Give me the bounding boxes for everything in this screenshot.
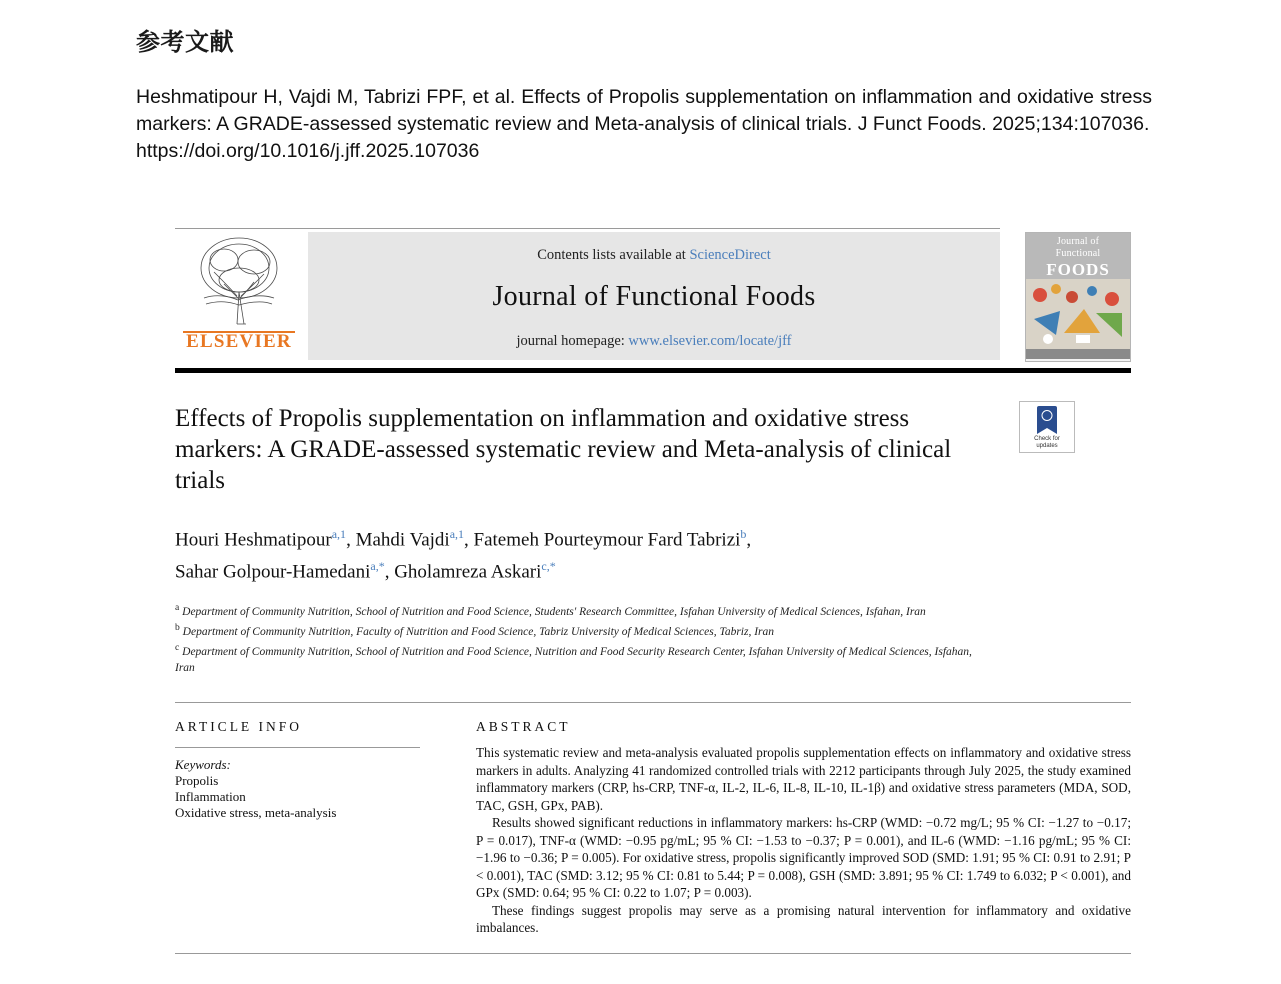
author-5-affil: c,* [541, 559, 556, 574]
article-info-column [175, 719, 443, 937]
affiliation-marker: c [175, 642, 180, 654]
cover-artwork-graphic [1026, 279, 1130, 349]
cover-line2: Functional [1055, 248, 1101, 259]
affiliation-item [175, 600, 990, 620]
crossmark-label [1020, 436, 1074, 450]
elsevier-wordmark: ELSEVIER [186, 331, 292, 352]
contents-prefix: Contents lists available at [537, 247, 690, 263]
cover-line1: Journal of [1056, 236, 1100, 247]
page-title: 参考文献 [136, 29, 234, 56]
masthead-top-rule [175, 228, 1000, 229]
sciencedirect-link[interactable]: ScienceDirect [689, 247, 771, 263]
crossmark-line1: Check for [1034, 436, 1060, 442]
cover-footer-band [1026, 349, 1130, 359]
article-preview [175, 228, 1131, 954]
affiliation-marker: b [175, 621, 180, 633]
abstract-heading: ABSTRACT [476, 719, 571, 735]
affiliation-marker: a [175, 601, 180, 613]
affiliation-text: Department of Community Nutrition, School of Nutrition and Food Science, Nutrition and Food Security Research Center, Isfahan University of Medical Sciences, Isfahan, Iran [175, 646, 972, 674]
journal-homepage-line [308, 333, 1000, 350]
author-1: Houri Heshmatipour [175, 529, 332, 551]
affiliation-text: Department of Community Nutrition, Faculty of Nutrition and Food Science, Tabriz University of Medical Sciences, Tabriz, Iran [179, 625, 775, 638]
article-title: Effects of Propolis supplementation on inflammation and oxidative stress markers: A GRADE-assessed systematic review and Meta-analysis of clinical trials [175, 405, 952, 494]
author-2-affil: a,1 [449, 527, 465, 541]
affiliation-item [175, 640, 990, 676]
article-info-heading: ARTICLE INFO [175, 719, 303, 735]
author-2: , Mahdi Vajdi [346, 529, 450, 551]
keyword-item: Oxidative stress, meta-analysis [175, 805, 337, 821]
crossmark-icon [1037, 406, 1057, 428]
citation-doi[interactable]: https://doi.org/10.1016/j.jff.2025.107036 [136, 140, 480, 162]
author-1-affil: a,1 [331, 527, 347, 541]
cover-line3: FOODS [1046, 260, 1110, 279]
crossmark-line2: updates [1036, 443, 1058, 449]
journal-cover-thumbnail [1025, 232, 1131, 362]
keyword-item: Inflammation [175, 789, 246, 805]
author-4: Sahar Golpour-Hamedani [175, 561, 371, 583]
elsevier-tree-icon [184, 232, 294, 330]
masthead-black-rule [175, 368, 1131, 373]
section-divider-top [175, 702, 1131, 703]
author-5: , Gholamreza Askari [384, 561, 542, 583]
abstract-paragraph: Results showed significant reductions in inflammatory markers: hs-CRP (WMD: −0.72 mg/L; 95 % CI: −1.27 to −0.17; P = 0.017), TNF-α (WMD: −0.95 pg/mL; 95 % CI: −1.53 to −0.37; P = 0.001), and IL-6 (WMD: −1.16 pg/mL; 95 % CI: −1.96 to −0.36; P = 0.005). For oxidative stress, propolis significantly improved SOD (SMD: 1.91; 95 % CI: 0.91 to 2.91; P < 0.001), TAC (SMD: 3.12; 95 % CI: 0.81 to 5.44; P = 0.008), GSH (SMD: 3.891; 95 % CI: 1.749 to 6.032; P < 0.001), and GPx (SMD: 0.64; 95 % CI: 0.22 to 1.07; P = 0.003). [476, 815, 1131, 901]
author-3-affil: b [740, 527, 747, 541]
cover-artwork [1026, 279, 1130, 349]
author-4-affil: a,* [370, 559, 385, 574]
keywords-label: Keywords: [175, 757, 231, 773]
abstract-column [443, 719, 1131, 937]
contents-line [308, 232, 1000, 264]
cover-title-block [1026, 233, 1130, 279]
journal-title: Journal of Functional Foods [492, 281, 816, 312]
elsevier-logo [175, 232, 303, 362]
abstract-paragraph: This systematic review and meta-analysis evaluated propolis supplementation effects on inflammatory and oxidative stress markers in adults. Analyzing 41 randomized controlled trials with 2212 participants through July 2025, the study examined inflammatory markers (CRP, hs-CRP, TNF-α, IL-2, IL-6, IL-8, IL-10, IL-1β) and oxidative stress parameters (MDA, SOD, TAC, GSH, GPx, PAB). [476, 745, 1131, 813]
homepage-prefix: journal homepage: [516, 333, 629, 349]
citation-text: Heshmatipour H, Vajdi M, Tabrizi FPF, et al. Effects of Propolis supplementation on inflammation and oxidative stress markers: A GRADE-assessed systematic review and Meta-analysis of clinical trials. J Funct Foods. 2025;134:107036. [136, 86, 1152, 135]
affiliation-list [175, 600, 990, 676]
info-abstract-columns [175, 719, 1131, 937]
author-line1-tail: , [746, 529, 752, 551]
author-3: , Fatemeh Pourteymour Fard Tabrizi [464, 529, 741, 551]
citation-paragraph [136, 84, 1152, 165]
journal-homepage-link[interactable]: www.elsevier.com/locate/jff [628, 333, 792, 349]
article-info-rule [175, 747, 420, 748]
crossmark-check-for-updates[interactable] [1019, 401, 1075, 453]
affiliation-item [175, 620, 990, 640]
abstract-paragraph: These findings suggest propolis may serve as a promising natural intervention for inflammatory and oxidative imbalances. [476, 902, 1131, 936]
journal-masthead [175, 228, 1131, 362]
section-divider-bottom [175, 953, 1131, 954]
author-list [175, 521, 935, 586]
affiliation-text: Department of Community Nutrition, School of Nutrition and Food Science, Students' Research Committee, Isfahan University of Medical Sciences, Isfahan, Iran [179, 605, 926, 618]
masthead-banner [308, 232, 1000, 360]
keyword-item: Propolis [175, 773, 219, 789]
